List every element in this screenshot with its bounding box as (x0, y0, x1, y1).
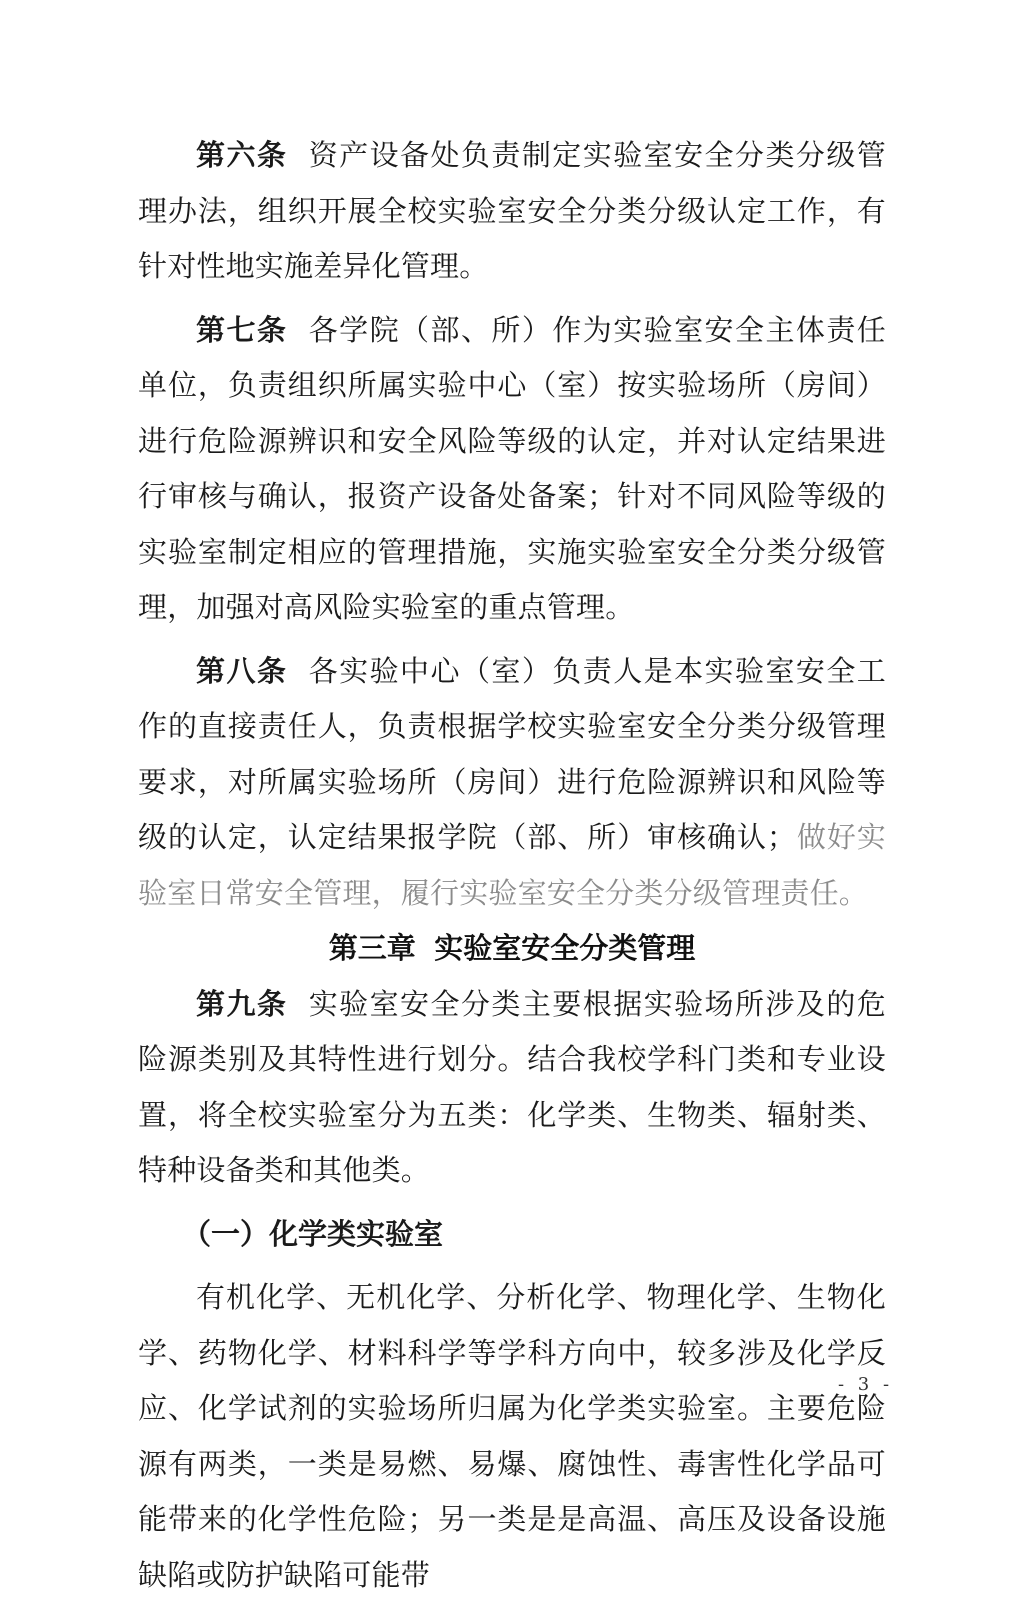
article-9-paragraph (138, 977, 886, 1199)
article-8-label: 第八条 (196, 653, 288, 688)
chapter-3-heading (138, 921, 886, 977)
document-body (138, 128, 886, 1603)
article-8-text: 各实验中心（室）负责人是本实验室安全工作的直接责任人，负责根据学校实验室安全分类分级管理要求，对所属实验场所（房间）进行危险源辨识和风险等级的认定，认定结果报学院（部、所）审核确认； (138, 653, 886, 854)
page-number: - 3 - (838, 1374, 894, 1395)
chapter-3-number: 第三章 (328, 931, 416, 965)
article-9-label: 第九条 (196, 986, 288, 1021)
section-1-paragraph: 有机化学、无机化学、分析化学、物理化学、生物化学、药物化学、材料科学等学科方向中，较多涉及化学反应、化学试剂的实验场所归属为化学类实验室。主要危险源有两类，一类是易燃、易爆、腐蚀性、毒害性化学品可能带来的化学性危险；另一类是是高温、高压及设备设施缺陷或防护缺陷可能带 (138, 1280, 886, 1592)
article-6-paragraph (138, 128, 886, 295)
article-8-faded-text: 做好实验室日常安全管理，履行实验室安全分类分级管理责任。 (138, 820, 886, 910)
article-9-text: 实验室安全分类主要根据实验场所涉及的危险源类别及其特性进行划分。结合我校学科门类和专业设置，将全校实验室分为五类：化学类、生物类、辐射类、特种设备类和其他类。 (138, 986, 886, 1187)
article-8-paragraph (138, 644, 886, 922)
chapter-3-title: 实验室安全分类管理 (434, 931, 696, 965)
article-7-text: 各学院（部、所）作为实验室安全主体责任单位，负责组织所属实验中心（室）按实验场所（房间）进行危险源辨识和安全风险等级的认定，并对认定结果进行审核与确认，报资产设备处备案；针对不同风险等级的实验室制定相应的管理措施，实施实验室安全分类分级管理，加强对高风险实验室的重点管理。 (138, 312, 886, 624)
section-1-heading: （一）化学类实验室 (182, 1216, 444, 1251)
article-6-text: 资产设备处负责制定实验室安全分类分级管理办法，组织开展全校实验室安全分类分级认定工作，有针对性地实施差异化管理。 (138, 138, 886, 283)
article-6-label: 第六条 (196, 138, 288, 172)
article-7-paragraph (138, 303, 886, 636)
article-7-label: 第七条 (196, 312, 288, 347)
